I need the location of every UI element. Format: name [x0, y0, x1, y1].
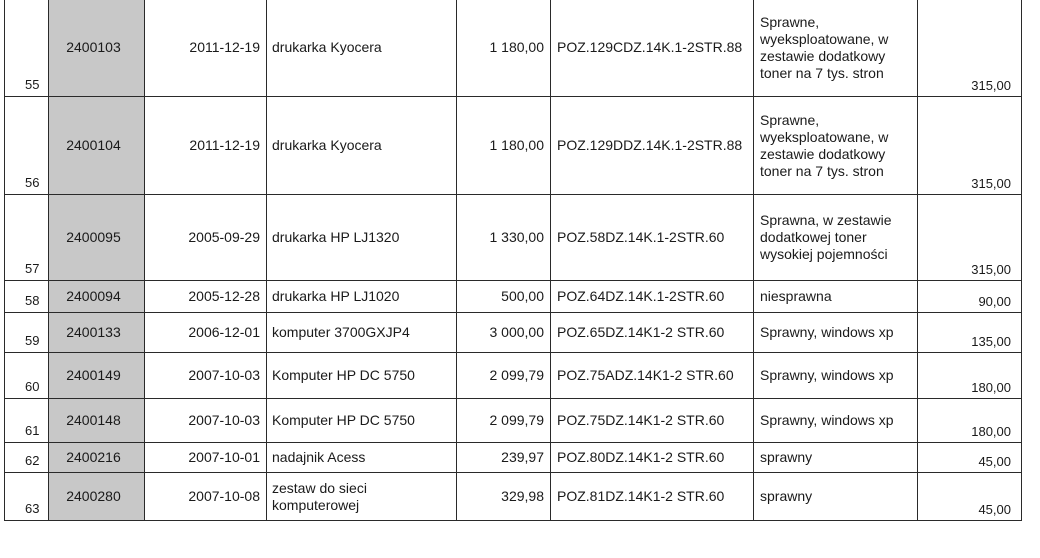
document-reference	[551, 195, 754, 281]
sale-price-text: 180,00	[971, 424, 1011, 439]
row-number	[5, 97, 49, 195]
table-row	[5, 97, 1022, 195]
acquisition-date	[145, 443, 267, 473]
document-reference-text: POZ.58DZ.14K.1-2STR.60	[557, 229, 725, 245]
document-reference	[551, 0, 754, 97]
initial-value	[457, 0, 551, 97]
initial-value	[457, 195, 551, 281]
table-row	[5, 399, 1022, 443]
document-reference-text: POZ.129CDZ.14K.1-2STR.88	[557, 39, 743, 55]
acquisition-date	[145, 0, 267, 97]
document-reference-text: POZ.75DZ.14K1-2 STR.60	[557, 412, 725, 428]
row-number-text: 57	[25, 261, 40, 276]
document-reference	[551, 399, 754, 443]
acquisition-date	[145, 399, 267, 443]
condition-text: Sprawna, w zestawie dodatkowej toner wysokiej pojemności	[760, 212, 892, 262]
row-number-text: 62	[25, 453, 40, 468]
item-name	[267, 353, 457, 399]
table-row	[5, 313, 1022, 353]
item-name-text: drukarka HP LJ1320	[272, 229, 400, 245]
initial-value-text: 329,98	[501, 488, 544, 504]
row-number-text: 55	[25, 77, 40, 92]
initial-value	[457, 281, 551, 313]
sale-price	[918, 97, 1022, 195]
condition	[754, 353, 918, 399]
sale-price-text: 315,00	[971, 78, 1011, 93]
item-name-text: zestaw do sieci komputerowej	[272, 479, 367, 513]
table-row	[5, 473, 1022, 521]
inventory-number	[49, 313, 145, 353]
sale-price	[918, 313, 1022, 353]
item-name-text: drukarka Kyocera	[272, 137, 382, 153]
sale-price-text: 45,00	[978, 502, 1011, 517]
item-name-text: Komputer HP DC 5750	[272, 367, 415, 383]
acquisition-date	[145, 473, 267, 521]
sale-price	[918, 353, 1022, 399]
document-reference	[551, 353, 754, 399]
acquisition-date-text: 2011-12-19	[189, 137, 260, 153]
sale-price	[918, 399, 1022, 443]
acquisition-date	[145, 281, 267, 313]
initial-value-text: 1 180,00	[489, 137, 544, 153]
initial-value	[457, 353, 551, 399]
table-row	[5, 0, 1022, 97]
condition	[754, 0, 918, 97]
document-reference-text: POZ.65DZ.14K1-2 STR.60	[557, 324, 725, 340]
condition	[754, 399, 918, 443]
inventory-number-text: 2400104	[66, 137, 121, 153]
item-name	[267, 281, 457, 313]
initial-value-text: 3 000,00	[489, 324, 544, 340]
inventory-number	[49, 0, 145, 97]
item-name	[267, 97, 457, 195]
document-reference-text: POZ.129DDZ.14K.1-2STR.88	[557, 137, 743, 153]
acquisition-date-text: 2006-12-01	[188, 324, 260, 340]
row-number-text: 56	[25, 175, 40, 190]
item-name	[267, 313, 457, 353]
inventory-number	[49, 281, 145, 313]
condition-text: sprawny	[760, 488, 813, 504]
table-row	[5, 443, 1022, 473]
row-number-text: 59	[25, 333, 40, 348]
condition	[754, 97, 918, 195]
condition	[754, 443, 918, 473]
acquisition-date-text: 2005-12-28	[188, 288, 260, 304]
acquisition-date-text: 2007-10-01	[188, 449, 260, 465]
initial-value	[457, 97, 551, 195]
sale-price-text: 135,00	[971, 334, 1011, 349]
initial-value	[457, 443, 551, 473]
inventory-number	[49, 353, 145, 399]
condition-text: Sprawny, windows xp	[760, 324, 894, 340]
item-name	[267, 0, 457, 97]
item-name-text: drukarka HP LJ1020	[272, 288, 400, 304]
initial-value	[457, 473, 551, 521]
condition	[754, 473, 918, 521]
document-reference	[551, 473, 754, 521]
item-name	[267, 399, 457, 443]
item-name	[267, 443, 457, 473]
document-reference	[551, 313, 754, 353]
inventory-number	[49, 443, 145, 473]
initial-value-text: 1 180,00	[489, 39, 544, 55]
item-name-text: komputer 3700GXJP4	[272, 324, 410, 340]
row-number	[5, 313, 49, 353]
condition-text: Sprawny, windows xp	[760, 412, 894, 428]
item-name-text: nadajnik Acess	[272, 449, 366, 465]
acquisition-date-text: 2011-12-19	[189, 39, 260, 55]
initial-value-text: 500,00	[501, 288, 544, 304]
condition-text: Sprawne, wyeksploatowane, w zestawie dodatkowy toner na 7 tys. stron	[760, 13, 889, 81]
sale-price	[918, 443, 1022, 473]
condition-text: niesprawna	[760, 288, 832, 304]
sale-price	[918, 195, 1022, 281]
acquisition-date	[145, 353, 267, 399]
sale-price-text: 90,00	[978, 294, 1011, 309]
initial-value	[457, 399, 551, 443]
acquisition-date-text: 2007-10-03	[188, 367, 260, 383]
inventory-number-text: 2400149	[66, 367, 121, 383]
initial-value-text: 1 330,00	[489, 229, 544, 245]
inventory-number	[49, 399, 145, 443]
row-number-text: 61	[25, 423, 40, 438]
condition	[754, 281, 918, 313]
acquisition-date-text: 2005-09-29	[188, 229, 260, 245]
inventory-number-text: 2400280	[66, 488, 121, 504]
row-number	[5, 473, 49, 521]
inventory-number-text: 2400103	[66, 39, 121, 55]
acquisition-date	[145, 313, 267, 353]
inventory-number	[49, 97, 145, 195]
item-name	[267, 195, 457, 281]
row-number-text: 60	[25, 379, 40, 394]
row-number	[5, 443, 49, 473]
item-name-text: Komputer HP DC 5750	[272, 412, 415, 428]
condition	[754, 313, 918, 353]
row-number	[5, 195, 49, 281]
inventory-number-text: 2400148	[66, 412, 121, 428]
document-reference-text: POZ.75ADZ.14K1-2 STR.60	[557, 367, 734, 383]
row-number-text: 63	[25, 501, 40, 516]
sale-price	[918, 473, 1022, 521]
document-reference	[551, 281, 754, 313]
item-name	[267, 473, 457, 521]
sale-price-text: 180,00	[971, 380, 1011, 395]
row-number-text: 58	[25, 293, 40, 308]
initial-value	[457, 313, 551, 353]
inventory-number-text: 2400133	[66, 324, 121, 340]
inventory-number-text: 2400216	[66, 449, 121, 465]
sale-price	[918, 281, 1022, 313]
row-number	[5, 353, 49, 399]
table-row	[5, 195, 1022, 281]
sale-price-text: 45,00	[978, 454, 1011, 469]
document-reference-text: POZ.64DZ.14K.1-2STR.60	[557, 288, 725, 304]
document-reference	[551, 443, 754, 473]
acquisition-date	[145, 97, 267, 195]
condition-text: Sprawne, wyeksploatowane, w zestawie dodatkowy toner na 7 tys. stron	[760, 111, 889, 179]
condition	[754, 195, 918, 281]
acquisition-date-text: 2007-10-08	[188, 488, 260, 504]
inventory-number	[49, 195, 145, 281]
sale-price-text: 315,00	[971, 262, 1011, 277]
condition-text: sprawny	[760, 449, 813, 465]
inventory-table	[4, 0, 1022, 521]
inventory-number-text: 2400094	[66, 288, 121, 304]
initial-value-text: 239,97	[501, 449, 544, 465]
acquisition-date-text: 2007-10-03	[188, 412, 260, 428]
document-reference-text: POZ.81DZ.14K1-2 STR.60	[557, 488, 725, 504]
row-number	[5, 399, 49, 443]
initial-value-text: 2 099,79	[489, 412, 544, 428]
document-reference-text: POZ.80DZ.14K1-2 STR.60	[557, 449, 725, 465]
condition-text: Sprawny, windows xp	[760, 367, 894, 383]
acquisition-date	[145, 195, 267, 281]
table-row	[5, 281, 1022, 313]
row-number	[5, 281, 49, 313]
inventory-number-text: 2400095	[66, 229, 121, 245]
document-reference	[551, 97, 754, 195]
item-name-text: drukarka Kyocera	[272, 39, 382, 55]
sale-price-text: 315,00	[971, 176, 1011, 191]
table-row	[5, 353, 1022, 399]
inventory-number	[49, 473, 145, 521]
initial-value-text: 2 099,79	[489, 367, 544, 383]
row-number	[5, 0, 49, 97]
sale-price	[918, 0, 1022, 97]
